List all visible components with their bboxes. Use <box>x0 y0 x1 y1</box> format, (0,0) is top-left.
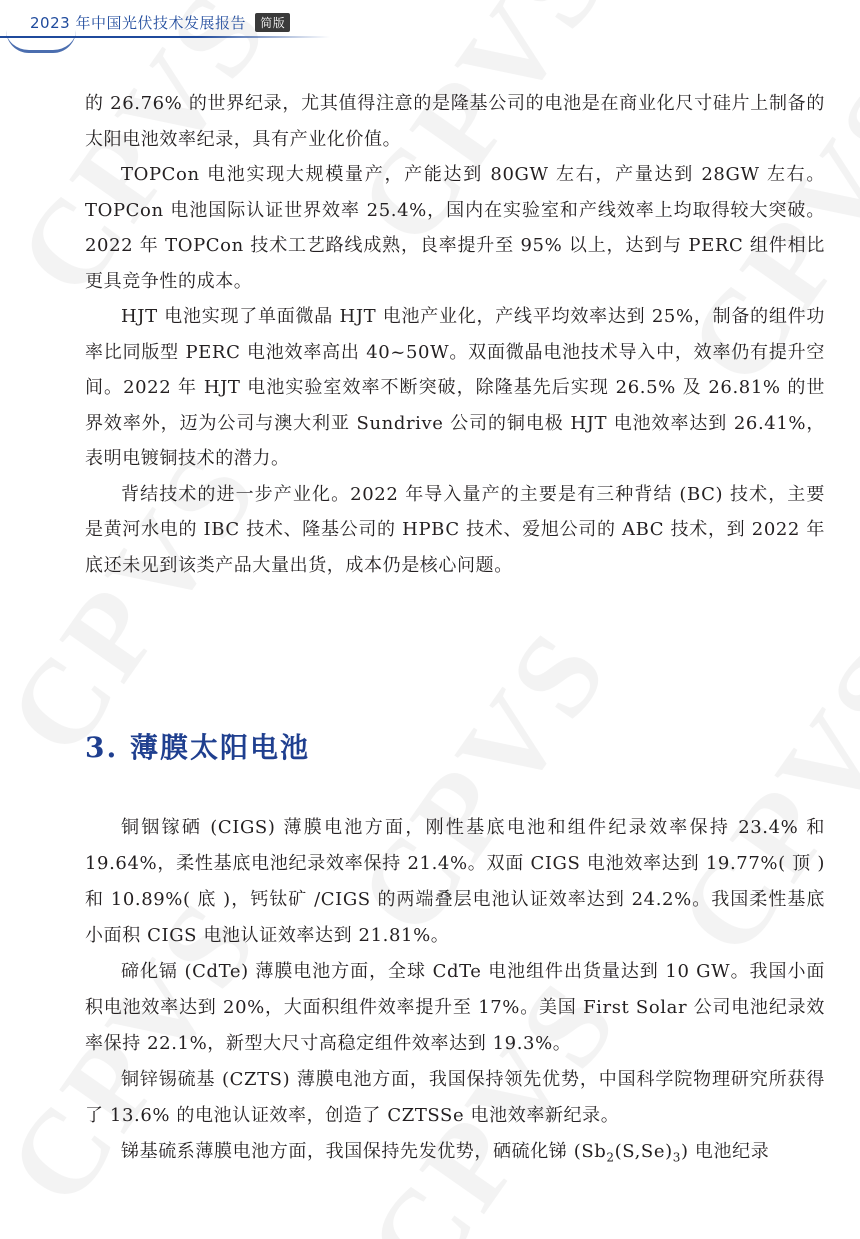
paragraph: 的 26.76% 的世界纪录，尤其值得注意的是隆基公司的电池是在商业化尺寸硅片上制备的太阳电池效率纪录，具有产业化价值。 <box>85 93 825 150</box>
paragraph: 背结技术的进一步产业化。2022 年导入量产的主要是有三种背结 (BC) 技术，主要是黄河水电的 IBC 技术、隆基公司的 HPBC 技术、爱旭公司的 ABC 技术，到 2022 年底还未见到该类产品大量出货，成本仍是核心问题。 <box>85 483 825 576</box>
report-title-text: 2023 年中国光伏技术发展报告 <box>30 14 246 32</box>
paragraph-last <box>85 1134 825 1170</box>
paragraph: 碲化镉 (CdTe) 薄膜电池方面，全球 CdTe 电池组件出货量达到 10 GW。我国小面积电池效率达到 20%，大面积组件效率提升至 17%。美国 First Solar 公司电池纪录效率保持 22.1%，新型大尺寸高稳定组件效率达到 19.3%。 <box>85 961 825 1054</box>
edition-badge: 简版 <box>255 13 290 32</box>
body-text-top <box>85 86 825 583</box>
text-run: (S,Se) <box>614 1141 673 1162</box>
header-swoosh-decoration <box>6 30 76 53</box>
text-run: 锑基硫系薄膜电池方面，我国保持先发优势，硒硫化锑 (Sb <box>121 1141 607 1162</box>
subscript: 3 <box>672 1150 681 1165</box>
page-header <box>0 0 860 56</box>
paragraph: TOPCon 电池实现大规模量产，产能达到 80GW 左右，产量达到 28GW 左右。TOPCon 电池国际认证世界效率 25.4%，国内在实验室和产线效率上均取得较大突破。2022 年 TOPCon 技术工艺路线成熟，良率提升至 95% 以上，达到与 PERC 组件相比更具竞争性的成本。 <box>85 164 825 292</box>
header-rule <box>0 36 330 38</box>
text-run: ) 电池纪录 <box>680 1141 770 1162</box>
paragraph: 铜锌锡硫基 (CZTS) 薄膜电池方面，我国保持领先优势，中国科学院物理研究所获得了 13.6% 的电池认证效率，创造了 CZTSSe 电池效率新纪录。 <box>85 1069 825 1126</box>
paragraph: HJT 电池实现了单面微晶 HJT 电池产业化，产线平均效率达到 25%，制备的组件功率比同版型 PERC 电池效率高出 40~50W。双面微晶电池技术导入中，效率仍有提升空间。2022 年 HJT 电池实验室效率不断突破，除隆基先后实现 26.5% 及 26.81% 的世界效率外，迈为公司与澳大利亚 Sundrive 公司的铜电极 HJT 电池效率达到 26.41%，表明电镀铜技术的潜力。 <box>85 306 825 469</box>
subscript: 2 <box>606 1150 615 1165</box>
section-heading: 3. 薄膜太阳电池 <box>85 731 310 764</box>
report-title <box>30 12 290 33</box>
body-text-section <box>85 810 825 1170</box>
paragraph: 铜铟镓硒 (CIGS) 薄膜电池方面，刚性基底电池和组件纪录效率保持 23.4% 和 19.64%，柔性基底电池纪录效率保持 21.4%。双面 CIGS 电池效率达到 19.77%( 顶 ) 和 10.89%( 底 )，钙钛矿 /CIGS 的两端叠层电池认证效率达到 24.2%。我国柔性基底小面积 CIGS 电池认证效率达到 21.81%。 <box>85 817 825 946</box>
